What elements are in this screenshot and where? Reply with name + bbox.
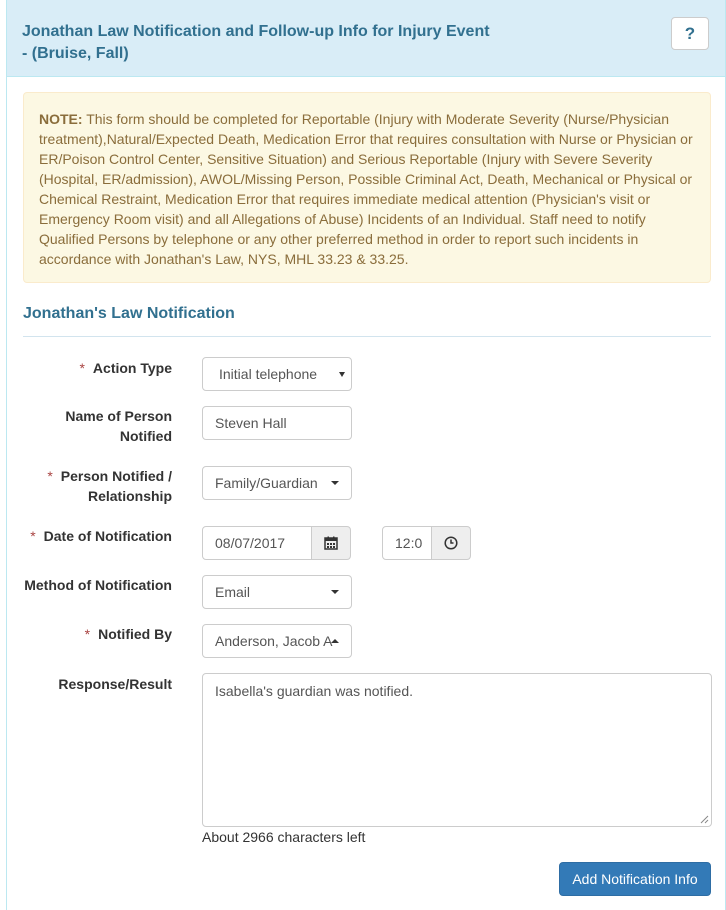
clock-icon bbox=[444, 536, 458, 550]
required-mark: * bbox=[79, 360, 85, 376]
method-value: Email bbox=[215, 584, 251, 600]
action-type-label: * Action Type bbox=[79, 360, 172, 376]
date-value: 08/07/2017 bbox=[215, 535, 286, 551]
page-title: Jonathan Law Notification and Follow-up Info for Injury Event - (Bruise, Fall) bbox=[22, 23, 490, 62]
section-title: Jonathan's Law Notification bbox=[23, 305, 235, 322]
response-value: Isabella's guardian was notified. bbox=[215, 683, 414, 699]
relationship-value: Family/Guardian bbox=[215, 475, 318, 491]
time-value: 12:0 bbox=[395, 535, 423, 551]
help-button[interactable]: ? bbox=[671, 17, 709, 50]
action-type-value: Initial telephone bbox=[219, 366, 318, 382]
required-mark: * bbox=[47, 468, 53, 484]
name-notified-value: Steven Hall bbox=[215, 415, 287, 431]
notification-panel bbox=[6, 0, 726, 910]
section-divider bbox=[23, 336, 711, 337]
caret-up-icon bbox=[331, 639, 339, 643]
panel-heading bbox=[7, 0, 725, 77]
add-notification-button[interactable]: Add Notification Info bbox=[559, 862, 711, 896]
resize-grip-icon[interactable] bbox=[700, 815, 709, 824]
clock-button[interactable] bbox=[431, 526, 471, 560]
name-notified-label: Name of Person Notified bbox=[65, 408, 172, 444]
notified-by-value: Anderson, Jacob A bbox=[215, 633, 333, 649]
response-label: Response/Result bbox=[58, 676, 172, 692]
note-label: NOTE: bbox=[39, 111, 83, 127]
relationship-select[interactable] bbox=[202, 466, 352, 500]
calendar-icon bbox=[324, 536, 338, 550]
date-label: * Date of Notification bbox=[30, 528, 172, 544]
chars-left-hint: About 2966 characters left bbox=[202, 829, 366, 845]
calendar-button[interactable] bbox=[311, 526, 351, 560]
notified-by-label: * Notified By bbox=[84, 626, 172, 642]
time-input[interactable] bbox=[382, 526, 432, 560]
method-label: Method of Notification bbox=[24, 577, 172, 593]
response-textarea[interactable] bbox=[202, 673, 712, 827]
notified-by-select[interactable] bbox=[202, 624, 352, 658]
caret-down-icon bbox=[339, 372, 345, 377]
caret-down-icon bbox=[331, 481, 339, 485]
note-text: This form should be completed for Reportable (Injury with Moderate Severity (Nurse/Physician treatment),Natural/Expected Death, Medication Error that requires consultation with Nurse or Physician or ER/Poison Control Center, Sensitive Situation) and Serious Reportable (Injury with Severe Severity (Hospital, ER/admission), AWOL/Missing Person, Possible Criminal Act, Death, Mechanical or Physical or Chemical Restraint, Medication Error that requires immediate medical attention (Physician's visit or Emergency Room visit) and all Allegations of Abuse) Incidents of an Individual. Staff need to notify Qualified Persons by telephone or any other preferred method in order to report such incidents in accordance with Jonathan's Law, NYS, MHL 33.23 & 33.25. bbox=[39, 111, 693, 267]
action-type-select[interactable] bbox=[202, 357, 352, 391]
required-mark: * bbox=[30, 528, 36, 544]
caret-down-icon bbox=[331, 590, 339, 594]
method-select[interactable] bbox=[202, 575, 352, 609]
date-input[interactable] bbox=[202, 526, 312, 560]
relationship-label: * Person Notified / Relationship bbox=[47, 468, 172, 504]
name-notified-input[interactable] bbox=[202, 406, 352, 440]
note-alert bbox=[23, 92, 711, 283]
required-mark: * bbox=[84, 626, 91, 642]
